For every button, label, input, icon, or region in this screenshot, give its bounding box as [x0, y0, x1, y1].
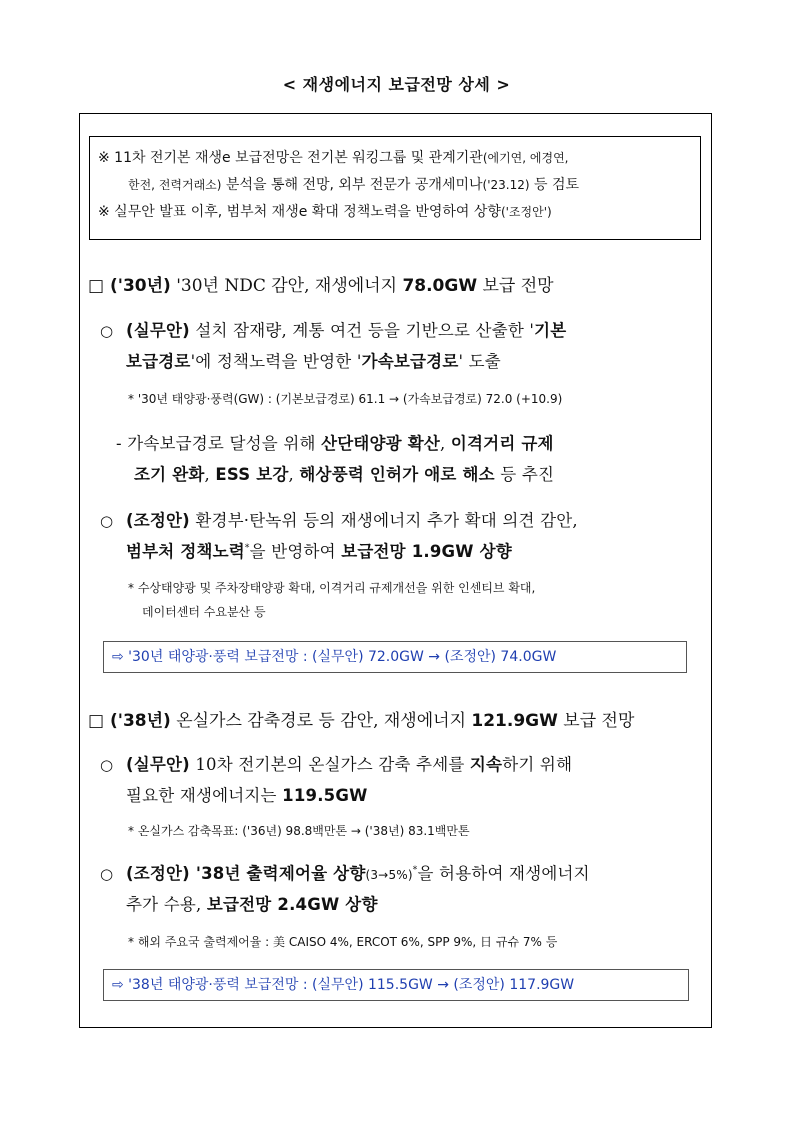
dash-marker: - [116, 434, 122, 453]
section-2038-value: 121.9GW [471, 711, 558, 731]
draft-2030-line-2 [126, 348, 710, 372]
note-line-1 [98, 145, 692, 172]
footnote-star: * [244, 543, 250, 554]
adjusted-2030-footnote-1: * 수상태양광 및 주차장태양광 확대, 이격거리 규제개선을 위한 인센티브 확대, [128, 581, 536, 595]
adjusted-2038-bold-a: '38년 출력제어율 상향 [189, 864, 366, 883]
dash-2030-bold-e: 해상풍력 인허가 애로 해소 [299, 465, 495, 484]
draft-2030-text-c: ' 도출 [458, 352, 501, 371]
draft-2030-text-a: 설치 잠재량, 계통 여건 등을 기반으로 산출한 ' [189, 321, 535, 340]
section-2030-text-a: '30년 NDC 감안, 재생에너지 [170, 276, 403, 296]
note-line-2-text-b: 분석을 통해 전망, 외부 전문가 공개세미나 [221, 177, 483, 193]
adjusted-2030-footnote-2: 데이터센터 수요분산 등 [142, 605, 266, 619]
section-2038-text-a: 온실가스 감축경로 등 감안, 재생에너지 [170, 711, 472, 731]
draft-2038-line-1 [100, 751, 710, 775]
section-2030-value: 78.0GW [402, 276, 478, 296]
draft-2038-text-b: 하기 위해 [502, 755, 573, 774]
adjusted-2030-text-b: 을 반영하여 [249, 542, 342, 561]
dash-2030-line-1 [116, 430, 710, 454]
draft-2030-bold-a: 기본 [534, 321, 567, 340]
note-line-2-small-c: ('23.12) [482, 178, 530, 192]
adjusted-2038-text-a: 을 허용하여 재생에너지 [417, 864, 590, 883]
adjusted-2038-label: (조정안) [126, 864, 190, 883]
draft-2030-footnote: * '30년 태양광·풍력(GW) : (기본보급경로) 61.1 → (가속보급경로) 72.0 (+10.9) [128, 392, 563, 406]
note-line-2-text-d: 등 검토 [529, 177, 580, 193]
draft-2030-bold-b: 보급경로 [126, 352, 191, 371]
adjusted-2030-line-1 [100, 507, 710, 531]
dash-2030-sep-b: , [204, 465, 216, 484]
checkbox-icon: □ [88, 711, 105, 731]
adjusted-2038-line-2 [126, 891, 710, 915]
draft-2038-text-a: 10차 전기본의 온실가스 감축 추세를 [189, 755, 470, 774]
draft-2038-text-c: 필요한 재생에너지는 [126, 786, 283, 805]
draft-2030-line-1 [100, 317, 710, 341]
dash-2030-sep-a: , [440, 434, 451, 453]
draft-2030-label: (실무안) [126, 321, 190, 340]
adjusted-2030-line-2 [126, 538, 710, 562]
draft-2038-label: (실무안) [126, 755, 190, 774]
dash-2030-bold-b: 이격거리 규제 [450, 434, 554, 453]
dash-2030-text-a: 가속보급경로 달성을 위해 [121, 434, 322, 453]
note-line-3-small: ('조정안') [500, 205, 552, 219]
draft-2030-bold-c: 가속보급경로 [361, 352, 459, 371]
note-line-3-text: ※ 실무안 발표 이후, 범부처 재생e 확대 정책노력을 반영하여 상향 [98, 204, 501, 220]
adjusted-2030-bold-a: 범부처 정책노력 [126, 542, 245, 561]
dash-2030-sep-c: , [288, 465, 300, 484]
note-line-2 [98, 172, 692, 199]
adjusted-2038-bold-b: 보급전망 2.4GW 상향 [206, 895, 378, 914]
bullet-circle-icon: ○ [100, 756, 114, 774]
draft-2030-text-b: '에 정책노력을 반영한 ' [190, 352, 362, 371]
bullet-circle-icon: ○ [100, 322, 114, 340]
dash-2030-bold-d: ESS 보강 [215, 465, 289, 484]
section-2038-heading [88, 706, 708, 731]
page-title: < 재생에너지 보급전망 상세 > [282, 75, 511, 94]
bullet-circle-icon: ○ [100, 865, 114, 883]
adjusted-2038-small: (3→5%) [365, 868, 413, 882]
adjusted-2038-text-b: 추가 수용, [126, 895, 207, 914]
summary-2038: ⇨ '38년 태양광·풍력 보급전망 : (실무안) 115.5GW → (조정안) 117.9GW [103, 969, 689, 1001]
draft-2038-line-2 [126, 782, 710, 806]
dash-2030-bold-a: 산단태양광 확산 [321, 434, 441, 453]
reference-note-box [89, 136, 701, 240]
draft-2038-bold-b: 119.5GW [282, 786, 368, 805]
note-line-1-small: (에기연, 에경연, [482, 151, 569, 165]
footnote-star: * [412, 865, 418, 876]
section-2030-heading [88, 271, 708, 296]
section-2038-year: ('38년) [104, 711, 171, 731]
summary-2030: ⇨ '30년 태양광·풍력 보급전망 : (실무안) 72.0GW → (조정안) 74.0GW [103, 641, 687, 673]
section-2038-text-b: 보급 전망 [557, 711, 635, 731]
dash-2030-bold-c: 조기 완화 [134, 465, 205, 484]
adjusted-2038-line-1 [100, 860, 710, 884]
checkbox-icon: □ [88, 276, 105, 296]
bullet-circle-icon: ○ [100, 512, 114, 530]
adjusted-2030-label: (조정안) [126, 511, 190, 530]
section-2030-year: ('30년) [104, 276, 171, 296]
adjusted-2030-text-a: 환경부·탄녹위 등의 재생에너지 추가 확대 의견 감안, [189, 511, 578, 530]
note-line-1-text: ※ 11차 전기본 재생e 보급전망은 전기본 워킹그룹 및 관계기관 [98, 150, 483, 166]
note-line-3 [98, 199, 692, 226]
section-2030-text-b: 보급 전망 [477, 276, 554, 296]
dash-2030-line-2 [134, 461, 710, 485]
adjusted-2030-bold-b: 보급전망 1.9GW 상향 [341, 542, 512, 561]
adjusted-2038-footnote: * 해외 주요국 출력제어율 : 美 CAISO 4%, ERCOT 6%, SPP 9%, 日 규슈 7% 등 [128, 935, 558, 949]
dash-2030-text-b: 등 추진 [494, 465, 555, 484]
draft-2038-footnote: * 온실가스 감축목표: ('36년) 98.8백만톤 → ('38년) 83.1백만톤 [128, 824, 470, 838]
draft-2038-bold-a: 지속 [469, 755, 503, 774]
note-line-2-small-a: 한전, 전력거래소) [128, 178, 222, 192]
